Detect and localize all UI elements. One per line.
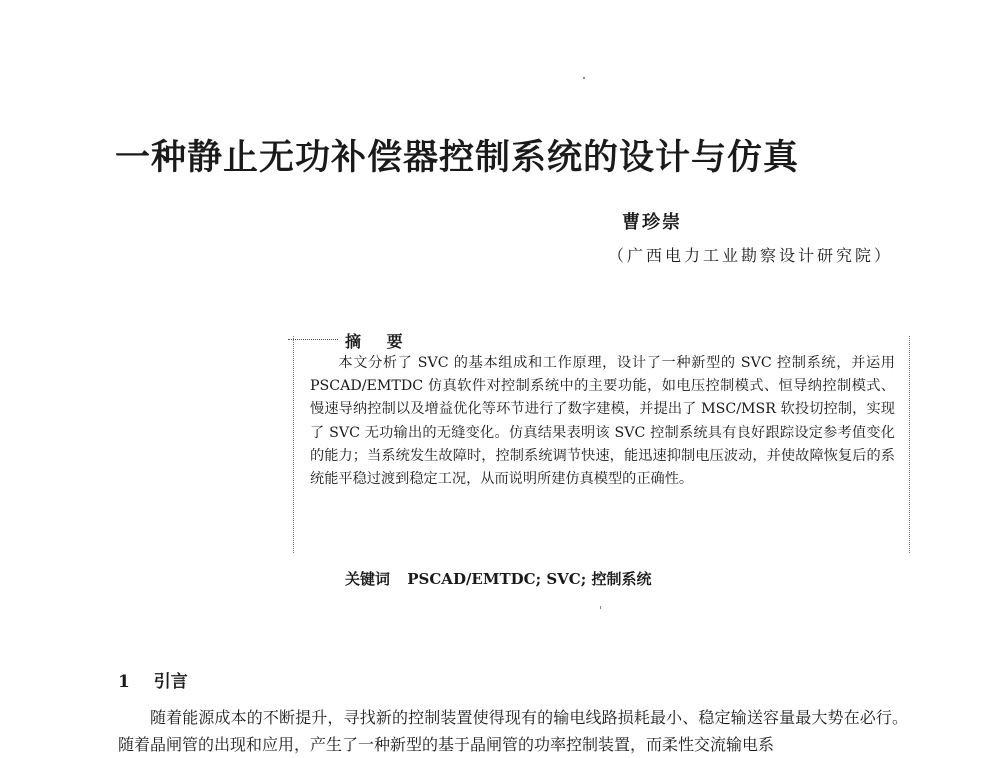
keywords-line bbox=[345, 568, 652, 589]
abstract-body: 本文分析了 SVC 的基本组成和工作原理，设计了一种新型的 SVC 控制系统，并运用 PSCAD/EMTDC 仿真软件对控制系统中的主要功能，如电压控制模式、恒导纳控制模式、慢速导纳控制以及增益优化等环节进行了数字建模，并提出了 MSC/MSR 软投切控制，实现了 SVC 无功输出的无缝变化。仿真结果表明该 SVC 控制系统具有良好跟踪设定参考值变化的能力；当系统发生故障时，控制系统调节快速，能迅速抑制电压波动，并使故障恢复后的系统能平稳过渡到稳定工况，从而说明所建仿真模型的正确性。 bbox=[310, 355, 895, 488]
author-affiliation: （广西电力工业勘察设计研究院） bbox=[608, 246, 894, 265]
scan-speck bbox=[583, 77, 585, 79]
paper-title: 一种静止无功补偿器控制系统的设计与仿真 bbox=[115, 137, 800, 178]
abstract-heading: 摘 要 bbox=[345, 332, 413, 351]
abstract-frame-dash bbox=[288, 339, 338, 340]
section-number: 1 bbox=[118, 672, 130, 692]
scan-speck bbox=[600, 606, 601, 609]
keywords-label: 关键词 bbox=[345, 570, 391, 588]
section-heading bbox=[118, 667, 188, 692]
author-name: 曹珍崇 bbox=[622, 212, 682, 233]
body-paragraph: 随着能源成本的不断提升，寻找新的控制装置使得现有的输电线路损耗最小、稳定输送容量最大势在必行。随着晶闸管的出现和应用，产生了一种新型的基于晶闸管的功率控制装置，而柔性交流输电系 bbox=[118, 708, 908, 754]
keywords-value: PSCAD/EMTDC; SVC; 控制系统 bbox=[407, 570, 652, 588]
section-title: 引言 bbox=[153, 672, 188, 692]
